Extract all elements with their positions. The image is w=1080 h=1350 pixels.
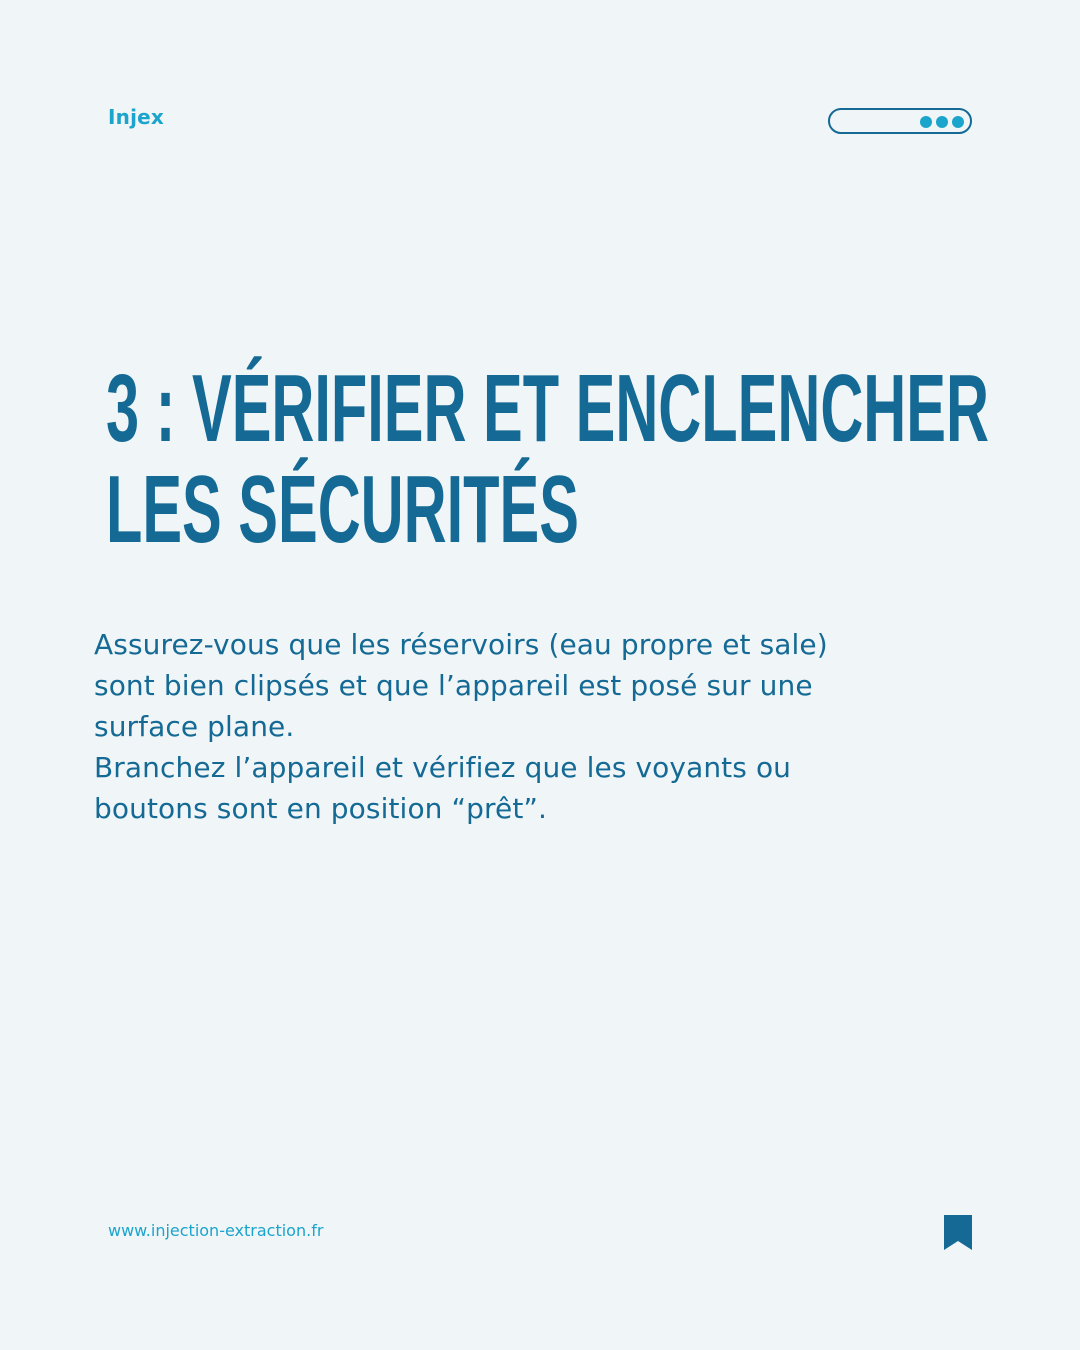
instruction-line: surface plane. bbox=[94, 710, 295, 743]
instruction-line: Assurez-vous que les réservoirs (eau propre et sale) bbox=[94, 628, 828, 661]
title-line-1: 3 : VÉRIFIER ET ENCLENCHER bbox=[106, 355, 989, 462]
more-dots-icon-dot-1 bbox=[920, 116, 932, 128]
instruction-line: boutons sont en position “prêt”. bbox=[94, 792, 548, 825]
menu-pill[interactable] bbox=[828, 108, 972, 134]
bookmark-icon[interactable] bbox=[944, 1215, 972, 1250]
more-dots-icon-dot-3 bbox=[952, 116, 964, 128]
page-title bbox=[106, 355, 989, 563]
more-dots-icon-dot-2 bbox=[936, 116, 948, 128]
instruction-text bbox=[94, 624, 994, 829]
website-link[interactable]: www.injection-extraction.fr bbox=[108, 1221, 324, 1240]
brand-logo: Injex bbox=[108, 105, 164, 129]
title-line-2: LES SÉCURITÉS bbox=[106, 456, 579, 563]
instruction-line: sont bien clipsés et que l’appareil est posé sur une bbox=[94, 669, 813, 702]
instruction-line: Branchez l’appareil et vérifiez que les voyants ou bbox=[94, 751, 792, 784]
